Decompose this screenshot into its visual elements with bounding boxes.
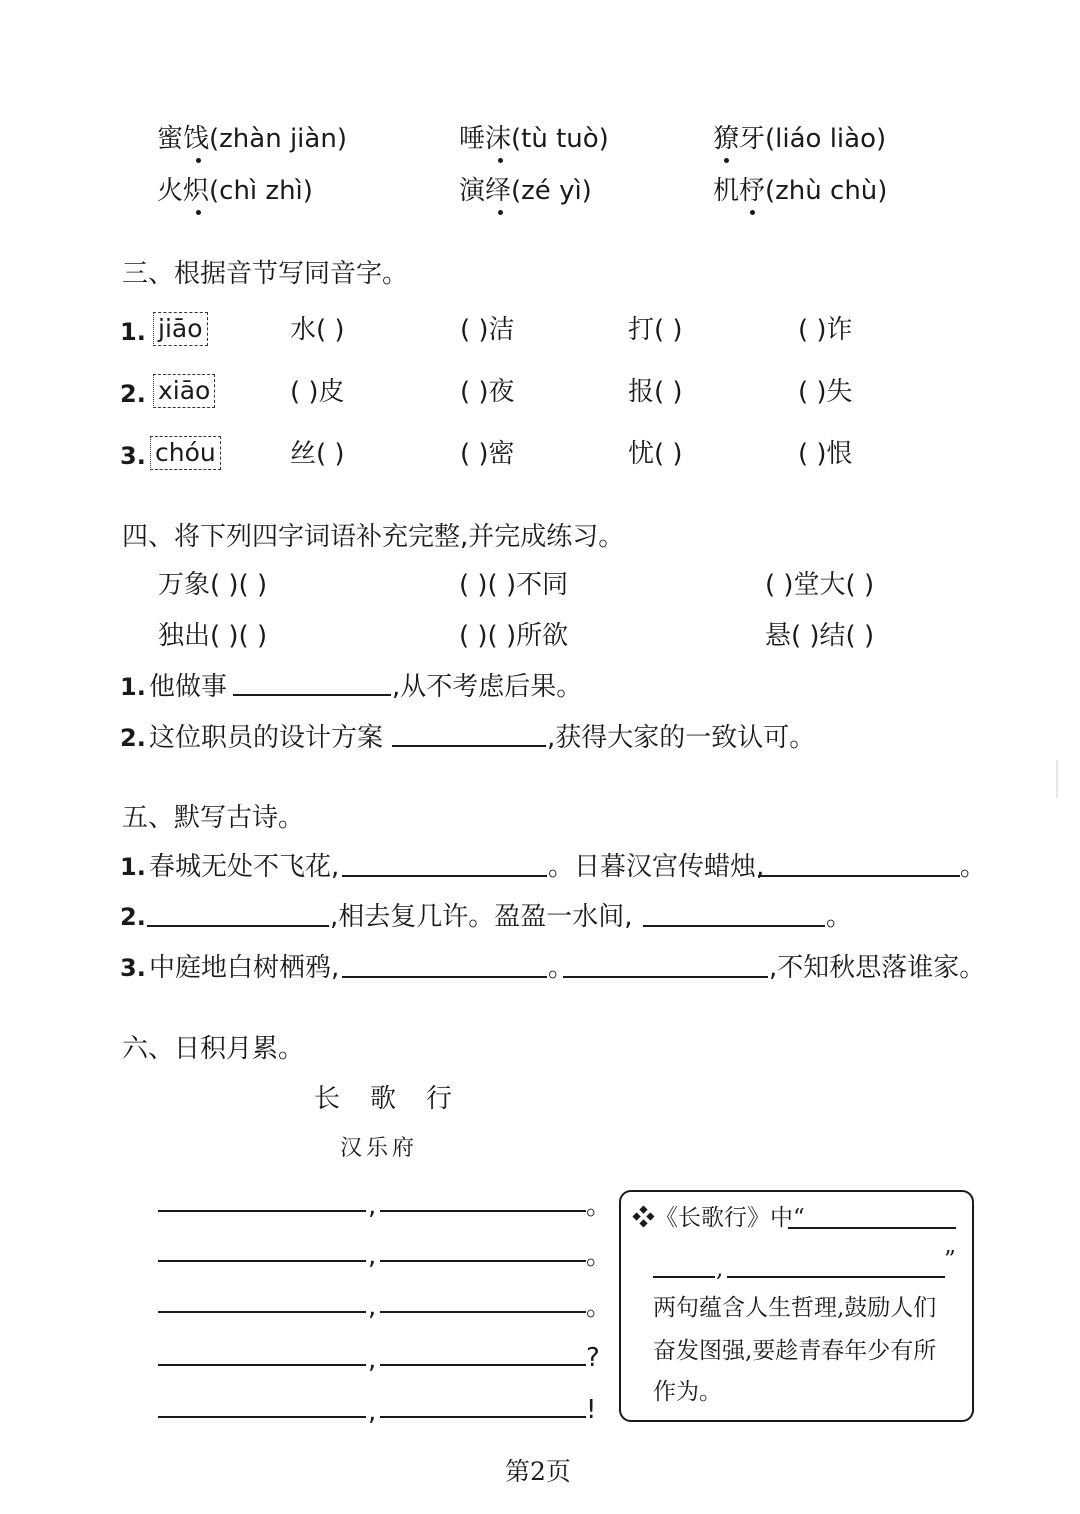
- blank-item[interactable]: ( )皮: [290, 377, 345, 407]
- idiom-item[interactable]: ( )( )不同: [459, 570, 569, 600]
- answer-line[interactable]: [563, 976, 768, 978]
- box-comma: ,: [716, 1256, 724, 1282]
- line-end: !: [586, 1395, 597, 1425]
- line-end: ?: [586, 1343, 600, 1373]
- line-end: 。: [586, 1191, 613, 1221]
- idiom-item[interactable]: ( )堂大( ): [765, 570, 875, 600]
- word-item-6: [713, 175, 887, 207]
- emphasis-dot: [750, 210, 755, 215]
- blank-item[interactable]: 打( ): [628, 315, 683, 345]
- poem-text: 。日暮汉宫传蜡烛,: [548, 852, 765, 882]
- pinyin-options: (zé yì): [511, 176, 592, 206]
- poem-text: 。: [548, 953, 575, 983]
- emphasis-dot: [498, 158, 503, 163]
- answer-line[interactable]: [158, 1260, 366, 1262]
- blank-item[interactable]: ( )洁: [460, 315, 515, 345]
- answer-line[interactable]: [147, 925, 329, 927]
- poem-text: ,相去复几许。盈盈一水间,: [330, 902, 633, 932]
- comma: ,: [368, 1292, 377, 1322]
- box-text-line-4: 作为。: [653, 1379, 722, 1405]
- answer-line[interactable]: [380, 1210, 586, 1212]
- sentence-text: 他做事: [149, 672, 228, 702]
- comma: ,: [368, 1241, 377, 1271]
- poem-text: 春城无处不飞花,: [149, 852, 340, 882]
- idiom-item[interactable]: 万象( )( ): [158, 570, 268, 600]
- box-text-line-3: 奋发图强,要趁青春年少有所: [653, 1338, 937, 1364]
- comma: ,: [368, 1345, 377, 1375]
- answer-line[interactable]: [380, 1364, 586, 1366]
- question-number: 2.: [120, 903, 146, 931]
- pinyin-options: (zhàn jiàn): [209, 124, 347, 154]
- question-number: 3.: [120, 442, 146, 470]
- answer-line[interactable]: [233, 694, 391, 696]
- pinyin-options: (tù tuò): [511, 124, 609, 154]
- question-number: 1.: [120, 853, 146, 881]
- sentence-text: 这位职员的设计方案: [149, 723, 384, 753]
- blank-item[interactable]: ( )密: [460, 439, 515, 469]
- blank-item[interactable]: ( )失: [798, 377, 853, 407]
- word-text: 火炽: [157, 176, 210, 206]
- word-text: 演绎: [459, 176, 512, 206]
- answer-line[interactable]: [392, 745, 546, 747]
- section-4-heading: 四、将下列四字词语补充完整,并完成练习。: [122, 522, 625, 552]
- close-quote: ”: [944, 1247, 956, 1273]
- poem-text: 。: [960, 852, 987, 882]
- comma: ,: [368, 1397, 377, 1427]
- emphasis-dot: [196, 158, 201, 163]
- answer-line[interactable]: [727, 1276, 945, 1278]
- poem-text: 中庭地白树栖鸦,: [149, 953, 340, 983]
- answer-line[interactable]: [653, 1276, 715, 1278]
- answer-line[interactable]: [342, 976, 547, 978]
- sentence-text: ,从不考虑后果。: [392, 672, 583, 702]
- word-item-4: [157, 175, 313, 207]
- section-3-heading: 三、根据音节写同音字。: [122, 259, 409, 289]
- answer-line[interactable]: [380, 1260, 586, 1262]
- question-number: 3.: [120, 954, 146, 982]
- idiom-item[interactable]: ( )( )所欲: [459, 621, 569, 651]
- syllable-box: chóu: [150, 436, 221, 470]
- answer-line[interactable]: [158, 1416, 366, 1418]
- pinyin-options: (zhù chù): [765, 176, 888, 206]
- word-item-2: [459, 123, 609, 155]
- word-text: 唾沫: [459, 124, 512, 154]
- poem-text: 。: [826, 902, 853, 932]
- answer-line[interactable]: [380, 1416, 586, 1418]
- pinyin-options: (chì zhì): [209, 176, 313, 206]
- page-number: 第2页: [505, 1457, 571, 1486]
- answer-line[interactable]: [158, 1311, 366, 1313]
- poem-author: 汉乐府: [340, 1136, 419, 1161]
- word-item-3: [713, 123, 886, 155]
- section-6-heading: 六、日积月累。: [122, 1034, 305, 1064]
- idiom-item[interactable]: 悬( )结( ): [765, 621, 875, 651]
- question-number: 1.: [120, 673, 146, 701]
- blank-item[interactable]: ( )恨: [798, 439, 853, 469]
- poem-text: ,不知秋思落谁家。: [769, 953, 986, 983]
- word-text: 机杼: [713, 176, 766, 206]
- syllable-box: xiāo: [153, 374, 215, 408]
- poem-title: 长歌行: [314, 1084, 483, 1114]
- answer-line[interactable]: [758, 875, 960, 877]
- question-number: 1.: [120, 318, 146, 346]
- line-end: 。: [586, 1292, 613, 1322]
- word-text: 蜜饯: [157, 124, 210, 154]
- comma: ,: [368, 1191, 377, 1221]
- syllable-box: jiāo: [153, 312, 208, 346]
- answer-line[interactable]: [158, 1210, 366, 1212]
- answer-line[interactable]: [380, 1311, 586, 1313]
- word-item-1: [157, 123, 347, 155]
- line-end: 。: [586, 1241, 613, 1271]
- blank-item[interactable]: 水( ): [290, 315, 345, 345]
- word-item-5: [459, 175, 592, 207]
- section-5-heading: 五、默写古诗。: [122, 803, 305, 833]
- blank-item[interactable]: 报( ): [628, 377, 683, 407]
- blank-item[interactable]: 忧( ): [628, 439, 683, 469]
- question-number: 2.: [120, 380, 146, 408]
- pinyin-options: (liáo liào): [765, 124, 887, 154]
- blank-item[interactable]: ( )诈: [798, 315, 853, 345]
- emphasis-dot: [724, 158, 729, 163]
- sentence-text: ,获得大家的一致认可。: [547, 723, 816, 753]
- scan-mark: [1056, 760, 1058, 798]
- question-number: 2.: [120, 724, 146, 752]
- blank-item[interactable]: 丝( ): [290, 439, 345, 469]
- box-text-line-2: 两句蕴含人生哲理,鼓励人们: [653, 1295, 937, 1321]
- blank-item[interactable]: ( )夜: [460, 377, 515, 407]
- emphasis-dot: [498, 210, 503, 215]
- box-text-line-1: ❖《长歌行》中“: [632, 1205, 805, 1231]
- answer-line[interactable]: [643, 925, 825, 927]
- answer-line[interactable]: [158, 1364, 366, 1366]
- word-text: 獠牙: [713, 124, 766, 154]
- answer-line[interactable]: [342, 875, 547, 877]
- idiom-item[interactable]: 独出( )( ): [158, 621, 268, 651]
- answer-line[interactable]: [788, 1227, 956, 1229]
- emphasis-dot: [196, 210, 201, 215]
